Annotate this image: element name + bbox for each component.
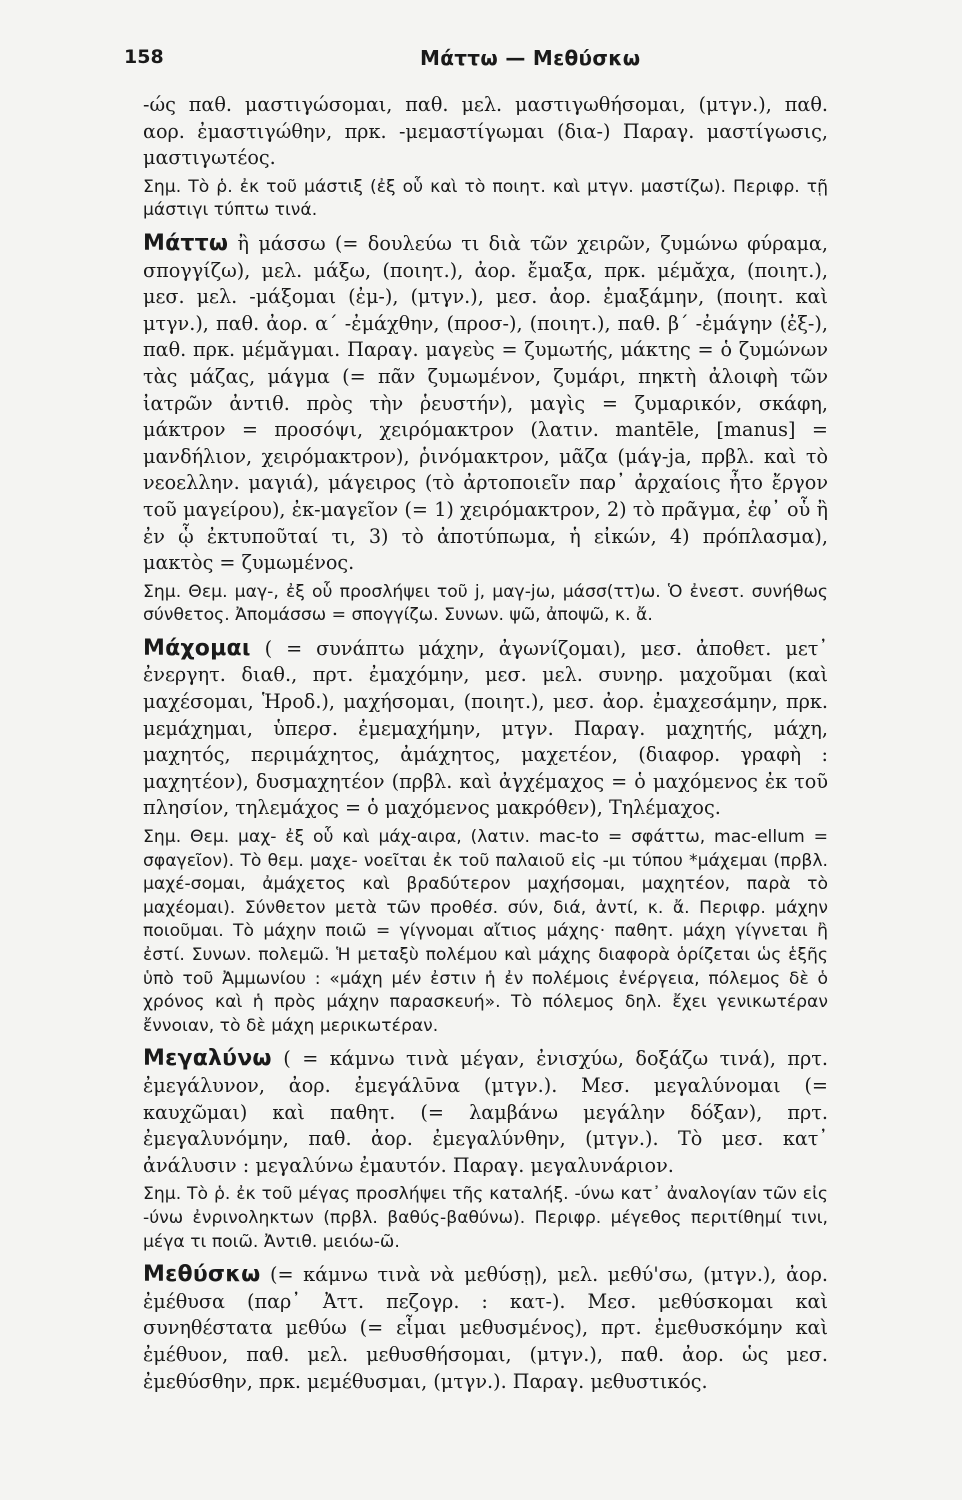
entry-mattw — [143, 231, 828, 577]
page-header — [0, 46, 962, 74]
headword-megalynw: Μεγαλύνω — [143, 1046, 272, 1072]
note-maxomai: Σημ. Θεμ. μαχ- ἐξ οὗ καὶ μάχ-αιρα, (λατιν. mac-to = σφάττω, mac-ellum = σφαγεῖον). Τὸ θεμ. μαχε- νοεῖται ἐκ τοῦ παλαιοῦ εἰς -μι τύπου *μάχεμαι (πρβλ. μαχέ-σομαι, ἀμάχετος καὶ βραδύτερον μαχήσομαι, μαχητέον, παρὰ τὸ μαχέομαι). Σύνθετον μετὰ τῶν προθέσ. σύν, διά, ἀντί, κ. ἄ. Περιφρ. μάχην ποιοῦμαι. Τὸ μάχην ποιῶ = γίγνομαι αἴτιος μάχης· παθητ. μάχη γίγνεται ἢ ἐστί. Συνων. πολεμῶ. Ἡ μεταξὺ πολέμου καὶ μάχης διαφορὰ ὁρίζεται ὡς ἑξῆς ὑπὸ τοῦ Ἀμμωνίου : «μάχη μέν ἐστιν ἡ ἐν πολέμοις ἐνέργεια, πόλεμος δὲ ὁ χρόνος καὶ ἡ πρὸς μάχην παρασκευή». Τὸ πόλεμος δηλ. ἔχει γενικωτέραν ἔννοιαν, τὸ δὲ μάχη μερικωτέραν. — [143, 827, 828, 1036]
running-head: Μάττω — Μεθύσκω — [420, 46, 641, 70]
dictionary-body — [143, 92, 828, 1395]
definition-methyskw: (= κάμνω τινὰ νὰ μεθύσῃ), μελ. μεθύ'σω, (μτγν.), ἀορ. ἐμέθυσα (παρ᾽ Ἀττ. πεζογρ. : κατ-). Μεσ. μεθύσκομαι καὶ συνηθέστατα μεθύω (= εἶμαι μεθυσμένος), πρτ. ἐμεθυσκόμην καὶ ἐμέθυον, παθ. μελ. μεθυσθήσομαι, (μτγν.), παθ. ἀορ. ὡς μεσ. ἐμεθύσθην, πρκ. μεμέθυσμαι, (μτγν.). Παραγ. μεθυστικός. — [143, 1263, 828, 1393]
headword-maxomai: Μάχομαι — [143, 635, 251, 661]
continuation-text: -ώς παθ. μαστιγώσομαι, παθ. μελ. μαστιγωθήσομαι, (μτγν.), παθ. αορ. ἐμαστιγώθην, πρκ. -μεμαστίγωμαι (δια-) Παραγ. μαστίγωσις, μαστιγωτέος. — [143, 93, 828, 170]
page-number: 158 — [124, 46, 164, 68]
entry-methyskw — [143, 1262, 828, 1395]
headword-mattw: Μάττω — [143, 230, 229, 256]
continuation-note: Σημ. Τὸ ῥ. ἐκ τοῦ μάστιξ (ἐξ οὗ καὶ τὸ ποιητ. καὶ μτγν. μαστίζω). Περιφρ. τῇ μάστιγι τύπτω τινά. — [143, 176, 828, 221]
definition-megalynw: ( = κάμνω τινὰ μέγαν, ἐνισχύω, δοξάζω τινά), πρτ. ἐμεγάλυνον, ἀορ. ἐμεγάλῡνα (μτγν.). Μεσ. μεγαλύνομαι (= καυχῶμαι) καὶ παθητ. (= λαμβάνω μεγάλην δόξαν), πρτ. ἐμεγαλυνόμην, παθ. ἀορ. ἐμεγαλύνθην, (μτγν.). Τὸ μεσ. κατ᾽ ἀνάλυσιν : μεγαλύνω ἐμαυτόν. Παραγ. μεγαλυνάριον. — [143, 1047, 829, 1177]
definition-mattw: ἢ μάσσω (= δουλεύω τι διὰ τῶν χειρῶν, ζυμώνω φύραμα, σπογγίζω), μελ. μάξω, (ποιητ.), ἀορ. ἔμαξα, πρκ. μέμᾰχα, (ποιητ.), μεσ. μελ. -μάξομαι (ἐμ-), (μτγν.), μεσ. ἀορ. ἐμαξάμην, (ποιητ. καὶ μτγν.), παθ. ἀορ. α΄ -ἐμάχθην, (προσ-), (ποιητ.), παθ. β΄ -ἐμάγην (ἐξ-), παθ. πρκ. μέμᾰγμαι. Παραγ. μαγεὺς = ζυμωτής, μάκτης = ὁ ζυμώνων τὰς μάζας, μάγμα (= πᾶν ζυμωμένον, ζυμάρι, πηκτὴ ἀλοιφὴ τῶν ἰατρῶν ἀντιθ. πρὸς τὴν ῥευστήν), μαγὶς = ζυμαρικόν, σκάφη, μάκτρον = προσόψι, χειρόμακτρον (λατιν. mantēle, [manus] = μανδήλιον, χειρόμακτρον), ῥινόμακτρον, μᾶζα (μάγ-ja, πρβλ. καὶ τὸ νεοελλην. μαγιά), μάγειρος (τὸ ἀρτοποιεῖν παρ᾽ ἀρχαίοις ἦτο ἔργον τοῦ μαγείρου), ἐκ-μαγεῖον (= 1) χειρόμακτρον, 2) τὸ πρᾶγμα, ἐφ᾽ οὗ ἢ ἐν ᾧ ἐκτυποῦταί τι, 3) τὸ ἀποτύπωμα, ἡ εἰκών, 4) πρόπλασμα), μακτὸς = ζυμωμένος. — [143, 231, 828, 575]
headword-methyskw: Μεθύσκω — [143, 1262, 261, 1288]
note-mattw: Σημ. Θεμ. μαγ-, ἐξ οὗ προσλήψει τοῦ j, μαγ-jω, μάσσ(ττ)ω. Ὁ ἐνεστ. συνήθως σύνθετος. Ἀπομάσσω = σπογγίζω. Συνων. ψῶ, ἀποψῶ, κ. ἄ. — [143, 581, 828, 626]
definition-maxomai: ( = συνάπτω μάχην, ἀγωνίζομαι), μεσ. ἀποθετ. μετ᾽ ἐνεργητ. διαθ., πρτ. ἐμαχόμην, μεσ. μελ. συνηρ. μαχοῦμαι (καὶ μαχέσομαι, Ἡροδ.), μαχήσομαι, (ποιητ.), μεσ. ἀορ. ἐμαχεσάμην, πρκ. μεμάχημαι, ὑπερσ. ἐμεμαχήμην, μτγν. Παραγ. μαχητής, μάχη, μαχητός, περιμάχητος, ἀμάχητος, μαχετέον, (διαφορ. γραφὴ : μαχητέον), δυσμαχητέον (πρβλ. καὶ ἀγχέμαχος = ὁ μαχόμενος ἐκ τοῦ πλησίον, τηλεμάχος = ὁ μαχόμενος μακρόθεν), Τηλέμαχος. — [143, 636, 828, 820]
entry-maxomai — [143, 636, 828, 822]
entry-megalynw — [143, 1046, 828, 1179]
note-megalynw: Σημ. Τὸ ῥ. ἐκ τοῦ μέγας προσλήψει τῆς καταλήξ. -ύνω κατ᾽ ἀναλογίαν τῶν εἰς -ύνω ἐνρινοληκτων (πρβλ. βαθύς-βαθύνω). Περιφρ. μέγεθος περιτίθημί τινι, μέγα τι ποιῶ. Ἀντιθ. μειόω-ῶ. — [143, 1184, 828, 1252]
